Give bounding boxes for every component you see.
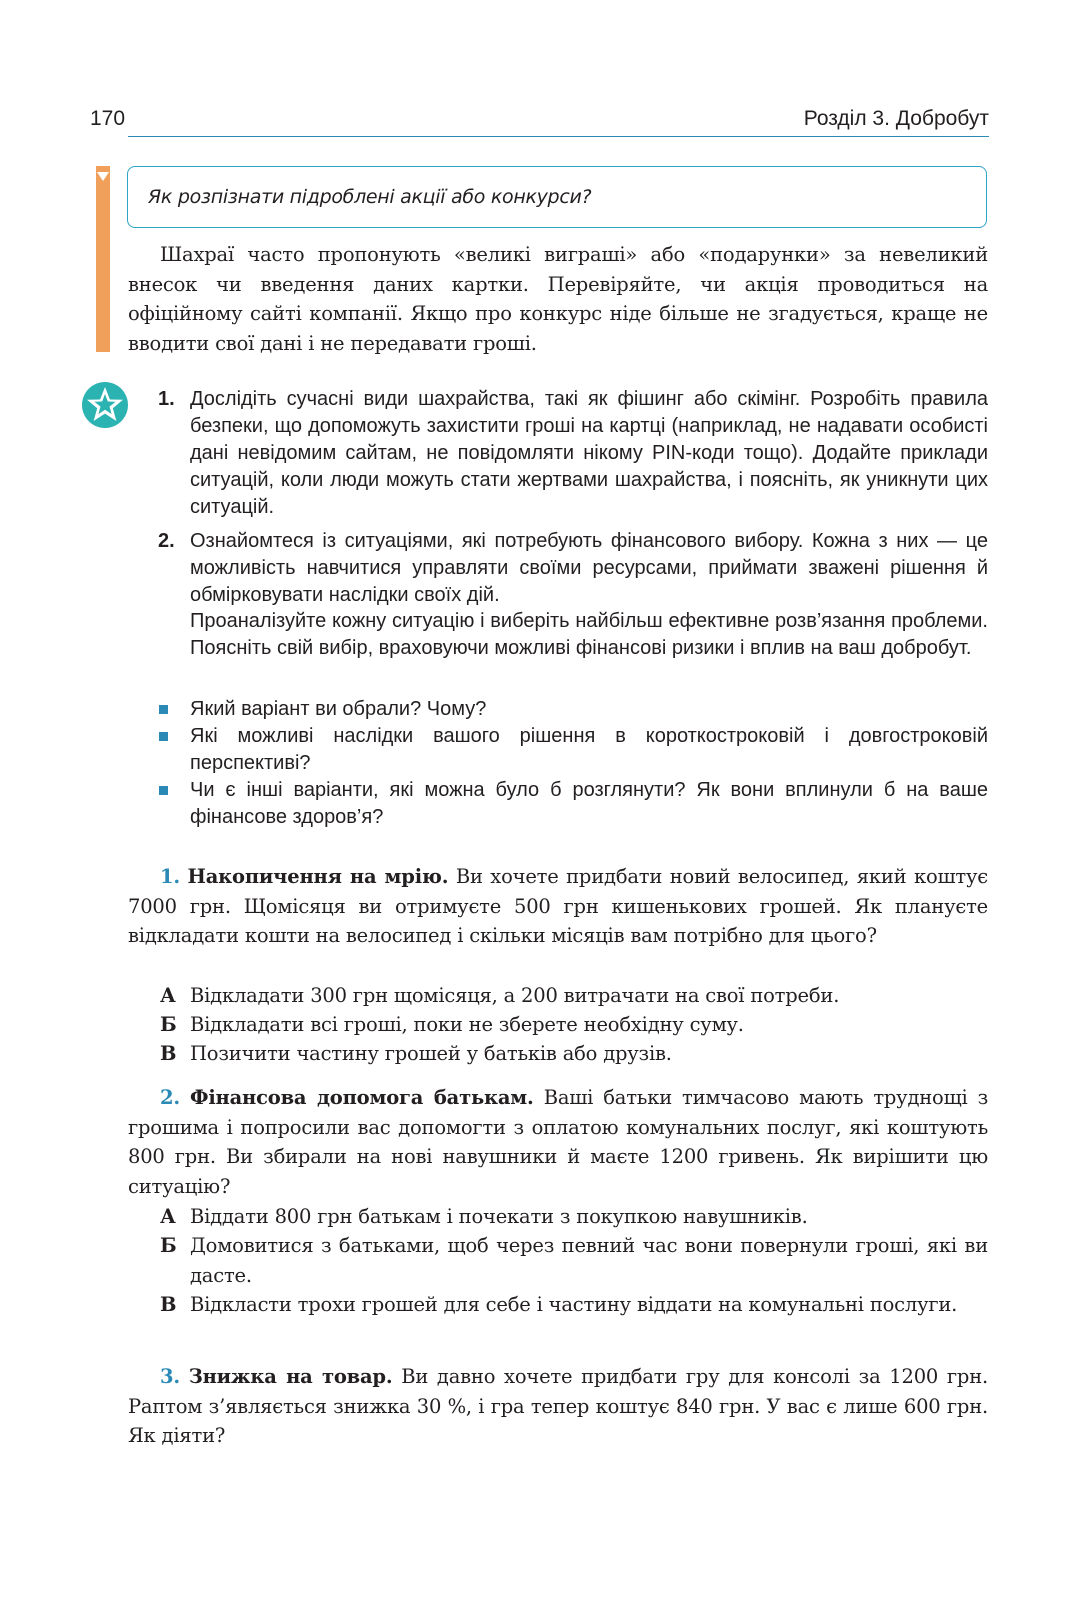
task-number: 2. <box>158 530 175 552</box>
problem-text: Ви давно хочете придбати гру для консолі за 1200 грн. Раптом з’являється знижка 30 %, і гра тепер коштує 840 грн. У вас є лише 600 грн. Як діяти? <box>128 1365 988 1447</box>
bullet-item: Які можливі наслідки вашого рішення в короткостроковій і довгостроковій перспективі? <box>190 723 988 777</box>
problem-text: Ви хочете придбати новий велосипед, який коштує 7000 грн. Щомісяця ви отримуєте 500 грн кишенькових грошей. Як плануєте відкладати кошти на велосипед і скільки місяців вам потрібно для цього? <box>128 865 989 947</box>
task-number: 1. <box>158 388 175 410</box>
problem-title: Накопичення на мрію. <box>187 865 449 888</box>
header-rule <box>128 136 989 137</box>
star-icon <box>80 380 130 430</box>
problem-text: Ваші батьки тимчасово мають труднощі з грошима і попросили вас допомогти з оплатою комунальних послуг, які коштують 800 грн. Ви збирали на нові навушники й маєте 1200 гривень. Як вирішити цю ситуацію? <box>128 1086 989 1198</box>
task-text: Ознайомтеся із ситуаціями, які потребують фінансового вибору. Кожна з них — це можливість навчитися управляти своїми ресурсами, приймати зважені рішення й обмірковувати наслідки своїх дій. <box>190 530 988 606</box>
problem-title: Знижка на товар. <box>188 1365 393 1388</box>
option-item <box>160 1231 988 1290</box>
problem-title: Фінансова допомога батькам. <box>190 1086 534 1109</box>
problem-number: 2. <box>160 1086 180 1109</box>
option-text: Віддати 800 грн батькам і почекати з покупкою навушників. <box>190 1205 808 1228</box>
option-letter: А <box>160 1205 176 1228</box>
option-item <box>160 981 988 1011</box>
option-text: Відкладати всі гроші, поки не зберете необхідну суму. <box>190 1013 744 1036</box>
option-item <box>160 1010 988 1040</box>
option-text: Позичити частину грошей у батьків або друзів. <box>190 1042 672 1065</box>
question-box <box>127 166 987 228</box>
intro-paragraph: Шахраї часто пропонують «великі виграші» або «подарунки» за невеликий внесок чи введення даних картки. Перевіряйте, чи акція проводиться на офіційному сайті компанії. Якщо про конкурс ніде більше не згадується, краще не вводити свої дані і не передавати гроші. <box>128 243 988 355</box>
problem-number: 3. <box>160 1365 180 1388</box>
option-text: Відкласти трохи грошей для себе і частину віддати на комунальні послуги. <box>190 1293 958 1316</box>
question-text: Як розпізнати підроблені акції або конкурси? <box>148 186 592 208</box>
option-item <box>160 1202 988 1232</box>
task-2 <box>158 528 988 609</box>
option-text: Відкладати 300 грн щомісяця, а 200 витрачати на свої потреби. <box>190 984 840 1007</box>
option-letter: А <box>160 984 176 1007</box>
option-text: Домовитися з батьками, щоб через певний час вони повернули гроші, які ви дасте. <box>190 1234 988 1287</box>
problem-2 <box>128 1083 988 1201</box>
task-1 <box>158 386 988 521</box>
option-letter: Б <box>160 1234 177 1257</box>
option-letter: В <box>160 1293 177 1316</box>
problem-number: 1. <box>160 865 180 888</box>
option-letter: Б <box>160 1013 177 1036</box>
orange-marker-bar <box>96 166 110 352</box>
problem-1 <box>128 862 988 951</box>
bullet-item: Чи є інші варіанти, які можна було б розглянути? Як вони вплинули б на ваше фінансове здоров’я? <box>190 777 988 831</box>
task-2-continuation: Проаналізуйте кожну ситуацію і виберіть найбільш ефективне розв’язання проблеми. Поясніть свій вибір, враховуючи можливі фінансові ризики і вплив на ваш добробут. <box>190 610 988 659</box>
option-item <box>160 1290 988 1320</box>
option-item <box>160 1039 988 1069</box>
option-letter: В <box>160 1042 177 1065</box>
section-title: Розділ 3. Добробут <box>803 107 989 130</box>
problem-3 <box>128 1362 988 1451</box>
task-text: Дослідіть сучасні види шахрайства, такі як фішинг або скімінг. Розробіть правила безпеки, що допоможуть захистити гроші на картці (наприклад, не надавати особисті дані невідомим сайтам, не повідомляти нікому PIN-коди тощо). Додайте приклади ситуацій, коли люди можуть стати жертвами шахрайства, і поясніть, як уникнути цих ситуацій. <box>190 388 988 518</box>
bullet-item: Який варіант ви обрали? Чому? <box>190 696 988 723</box>
page-number: 170 <box>90 107 126 130</box>
